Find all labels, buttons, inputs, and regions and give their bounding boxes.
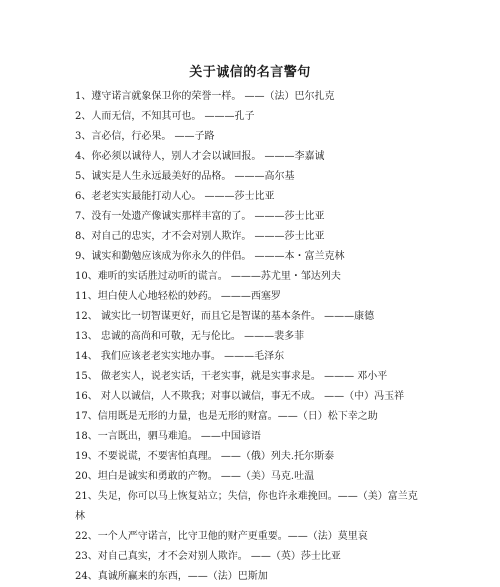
- page-title: 关于诚信的名言警句: [189, 65, 311, 80]
- quote-line: 12、 诚实比一切智谋更好，而且它是智谋的基本条件。 ———康德: [75, 311, 375, 322]
- quote-line: 19、不要说谎，不要害怕真理。 ——（俄）列夫.托尔斯泰: [75, 451, 335, 462]
- quote-line: 3、言必信，行必果。 ——子路: [75, 131, 215, 142]
- quote-line: 4、你必须以诚待人，别人才会以诚回报。 ———李嘉诚: [75, 151, 325, 162]
- quote-line: 8、对自己的忠实，才不会对别人欺诈。 ———莎士比亚: [75, 231, 325, 242]
- quote-line: 22、一个人严守诺言，比守卫他的财产更重要。——（法）莫里哀: [75, 531, 368, 542]
- quote-line: 16、 对人以诚信，人不欺我；对事以诚信，事无不成。 ——（中）冯玉祥: [75, 391, 405, 402]
- quote-line: 23、对自己真实，才不会对别人欺诈。 ——（英）莎士比亚: [75, 551, 341, 562]
- quote-line: 20、坦白是诚实和勇敢的产物。 ——（美）马克.吐温: [75, 471, 315, 482]
- quote-line: 17、信用既是无形的力量，也是无形的财富。——（日）松下幸之助: [75, 411, 378, 422]
- quote-line: 14、 我们应该老老实实地办事。 ———毛泽东: [75, 351, 285, 362]
- quote-line: 2、人而无信，不知其可也。 ———孔子: [75, 111, 255, 122]
- quote-line: 6、老老实实最能打动人心。 ———莎士比亚: [75, 191, 275, 202]
- quote-line: 1、遵守诺言就象保卫你的荣誉一样。 ——（法）巴尔扎克: [75, 91, 335, 102]
- quote-line: 24、真诚所赢来的东西，——（法）巴斯加: [75, 571, 268, 582]
- quote-list: [75, 87, 435, 587]
- quote-line: 10、难听的实话胜过动听的谎言。 ———苏尤里・邹达列夫: [75, 271, 341, 282]
- quote-line: 5、诚实是人生永远最美好的品格。 ———高尔基: [75, 171, 295, 182]
- quote-line: 13、 忠诚的高尚和可敬，无与伦比。 ———裴多菲: [75, 331, 305, 342]
- quote-line: 7、没有一处遗产像诚实那样丰富的了。 ———莎士比亚: [75, 211, 325, 222]
- quote-line: 9、诚实和勤勉应该成为你永久的伴侣。 ———本・富兰克林: [75, 251, 345, 262]
- quote-line: 15、 做老实人，说老实话，干老实事，就是实事求是。 ——— 邓小平: [75, 371, 388, 382]
- quote-line: 18、一言既出，驷马难追。 ——中国谚语: [75, 431, 261, 442]
- quote-line: 21、失足，你可以马上恢复站立；失信，你也许永难挽回。——（美）富兰克: [75, 491, 418, 502]
- quote-line: 11、坦白使人心地轻松的妙药。 ———西塞罗: [75, 291, 281, 302]
- quote-line: 林: [75, 511, 85, 522]
